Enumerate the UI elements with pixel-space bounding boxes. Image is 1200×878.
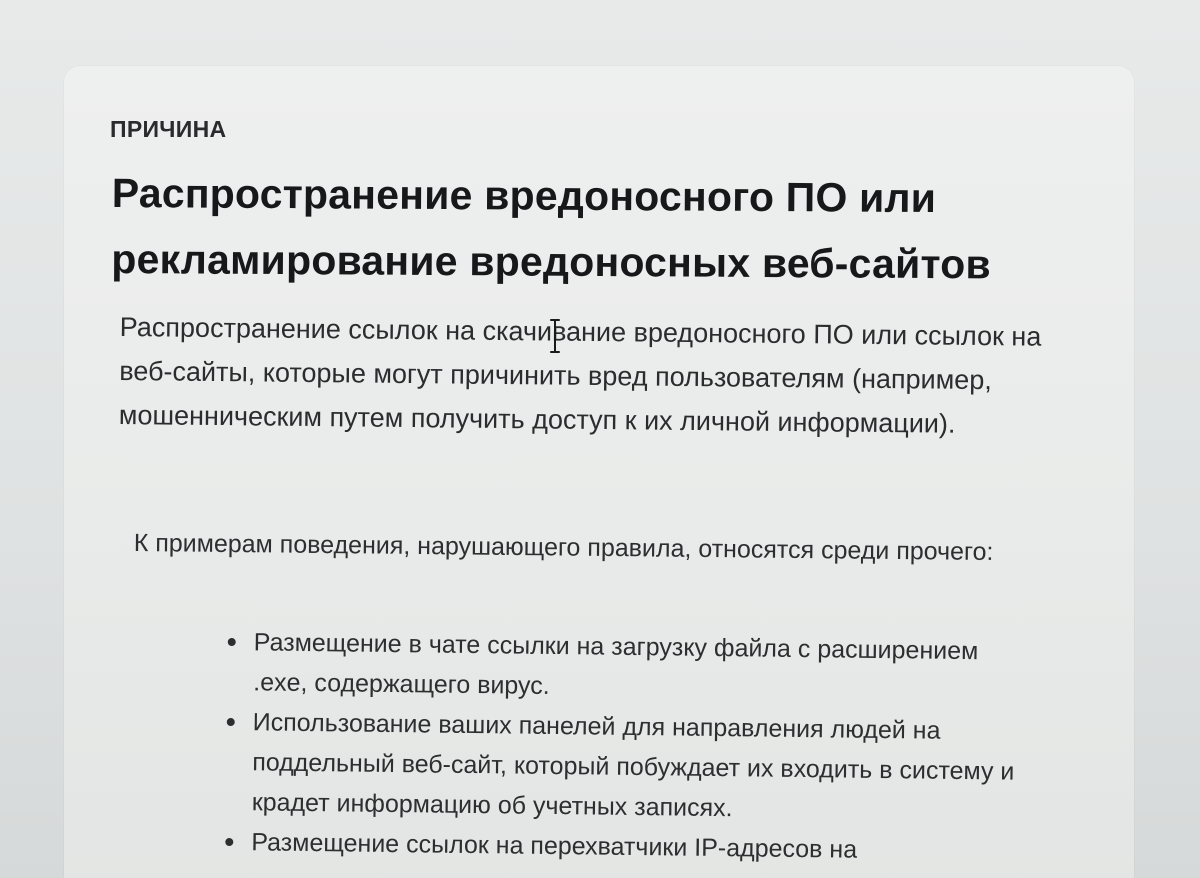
- reason-title: Распространение вредоносного ПО или рекламирование вредоносных веб-сайтов: [111, 169, 992, 288]
- bullet-dot-icon: [227, 718, 235, 726]
- list-item-text: Использование ваших панелей для направления людей на поддельный веб-сайт, который побуждает их входить в систему и крадет информацию об учетных записях.: [251, 708, 1015, 823]
- reason-description[interactable]: Распространение ссылок на скачивание вредоносного ПО или ссылок на веб-сайты, которые могут причинить вред пользователям (например, мошенническим путем получить доступ к их личной информации).: [118, 311, 1042, 439]
- list-item-text: Размещение в чате ссылки на загрузку файла с расширением .exe, содержащего вирус.: [253, 628, 979, 700]
- text-cursor-icon: [548, 318, 562, 354]
- bullet-dot-icon: [225, 838, 233, 846]
- list-item: [226, 702, 1027, 832]
- reason-eyebrow: ПРИЧИНА: [110, 116, 227, 142]
- list-item-text: Размещение ссылок на перехватчики IP-адресов на: [251, 828, 858, 864]
- examples-intro: К примерам поведения, нарушающего правила, относятся среди прочего:: [133, 528, 994, 567]
- examples-list: [225, 622, 1028, 872]
- list-item: [227, 622, 1028, 712]
- bullet-dot-icon: [228, 638, 236, 646]
